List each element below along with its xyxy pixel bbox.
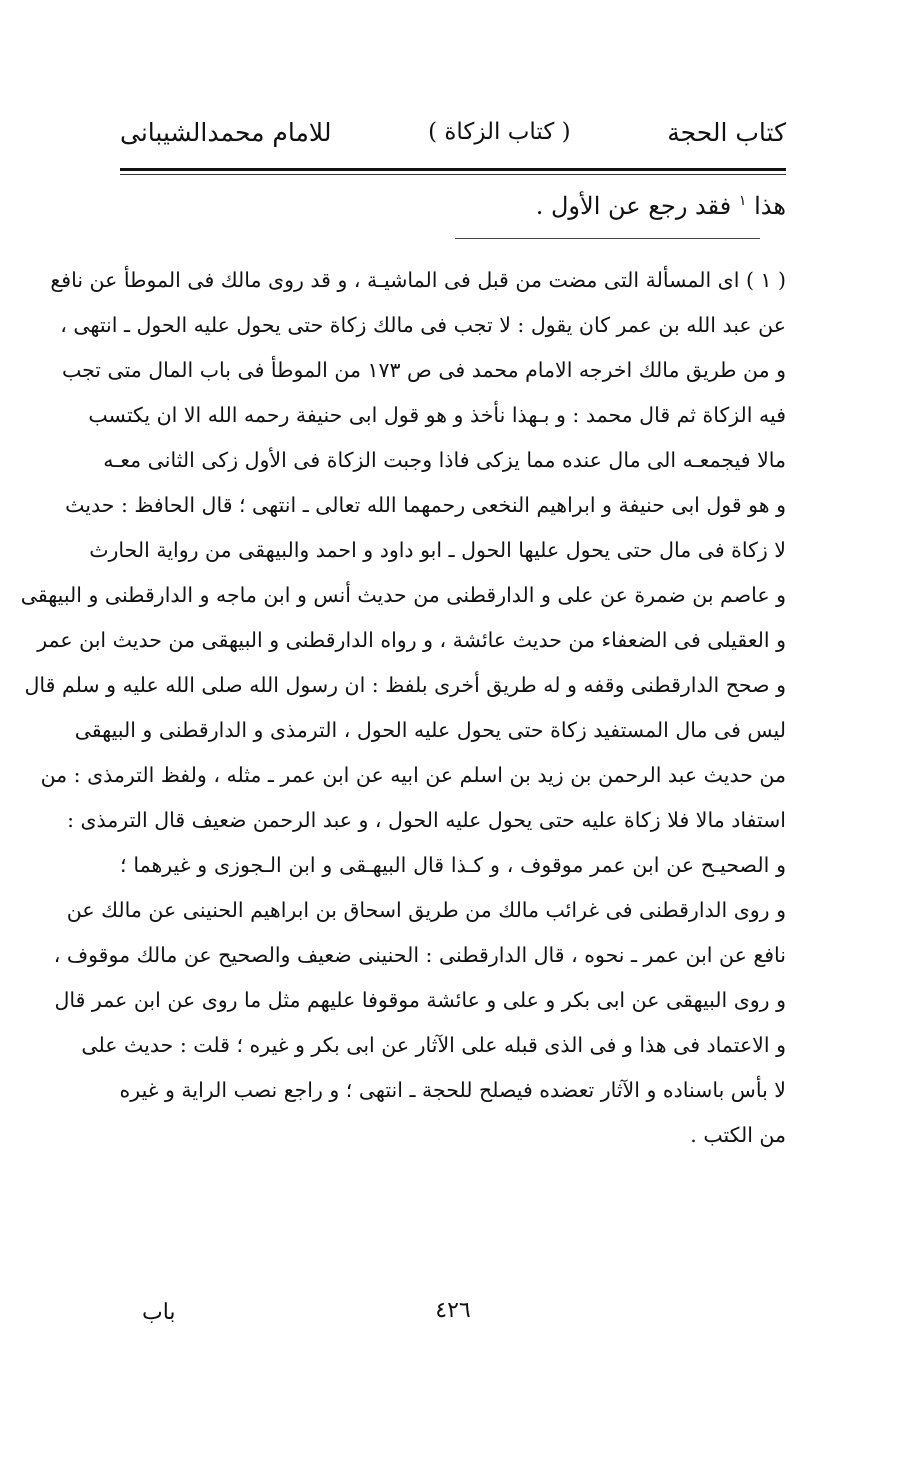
footnote-line: و روى البيهقى عن ابى بكر و على و عائشة موقوفا عليهم مثل ما روى عن ابن عمر قال xyxy=(54,988,786,1012)
footnote-line: استفاد مالا فلا زكاة عليه حتى يحول عليه الحول ، و عبد الرحمن ضعيف قال الترمذى : xyxy=(67,808,786,832)
header-rule xyxy=(120,168,786,171)
main-text-rest: فقد رجع عن الأول . xyxy=(535,192,732,220)
footnote-line: و العقيلى فى الضعفاء من حديث عائشة ، و رواه الدارقطنى و البيهقى من حديث ابن عمر xyxy=(37,628,786,652)
footnote-block xyxy=(20,258,786,1158)
footnote-line-last: من الكتب . xyxy=(690,1123,786,1147)
footnote-line: و عاصم بن ضمرة عن على و الدارقطنى من حديث أنس و ابن ماجه و الدارقطنى و البيهقى xyxy=(20,583,786,607)
footnote-line: فيه الزكاة ثم قال محمد : و بـهذا نأخذ و هو قول ابى حنيفة رحمه الله الا ان يكتسب xyxy=(88,403,786,427)
header-chapter-title: ( كتاب الزكاة ) xyxy=(428,119,571,145)
footnote-line: و روى الدارقطنى فى غرائب مالك من طريق اسحاق بن ابراهيم الحنينى عن مالك عن xyxy=(66,898,786,922)
header-author: للامام محمدالشيبانى xyxy=(120,117,332,147)
footnote-line: عن عبد الله بن عمر كان يقول : لا تجب فى مالك زكاة حتى يحول عليه الحول ـ انتهى ، xyxy=(60,313,786,337)
footnote-line: و الصحيـح عن ابن عمر موقوف ، و كـذا قال البيهـقى و ابن الـجوزى و غيرهما ؛ xyxy=(120,853,786,877)
footnote-line: و صحح الدارقطنى وقفه و له طريق أخرى بلفظ : ان رسول الله صلى الله عليه و سلم قال xyxy=(24,673,786,697)
footnote-line: و من طريق مالك اخرجه الامام محمد فى ص ١٧٣ من الموطأ فى باب المال متى تجب xyxy=(61,358,786,382)
footnote-line: نافع عن ابن عمر ـ نحوه ، قال الدارقطنى : الحنينى ضعيف والصحيح عن مالك موقوف ، xyxy=(53,943,786,967)
footnote-line: و هو قول ابى حنيفة و ابراهيم النخعى رحمهما الله تعالى ـ انتهى ؛ قال الحافظ : حديث xyxy=(65,493,786,517)
header-rule-secondary xyxy=(120,174,786,175)
page-number: ٤٢٦ xyxy=(435,1298,471,1323)
footnote-line: لا زكاة فى مال حتى يحول عليها الحول ـ ابو داود و احمد والبيهقى من رواية الحارث xyxy=(89,538,786,562)
footnote-separator xyxy=(455,238,760,239)
main-text-start: هذا xyxy=(754,192,786,220)
running-header xyxy=(120,108,786,156)
footnote-line: من حديث عبد الرحمن بن زيد بن اسلم عن ابيه عن ابن عمر ـ مثله ، ولفظ الترمذى : من xyxy=(40,763,786,787)
page-footer xyxy=(120,1298,786,1338)
footnote-line: ( ١ ) اى المسألة التى مضت من قبل فى الماشيـة ، و قد روى مالك فى الموطأ عن نافع xyxy=(50,268,786,292)
header-book-title: كتاب الحجة xyxy=(667,117,786,147)
main-text xyxy=(120,178,786,229)
footnote-line: ليس فى مال المستفيد زكاة حتى يحول عليه الحول ، الترمذى و الدارقطنى و البيهقى xyxy=(74,718,786,742)
footnote-reference-mark: ١ xyxy=(738,193,747,209)
footnote-line: و الاعتماد فى هذا و فى الذى قبله على الآثار عن ابى بكر و غيره ؛ قلت : حديث على xyxy=(81,1033,786,1057)
footnote-line: لا بأس باسناده و الآثار تعضده فيصلح للحجة ـ انتهى ؛ و راجع نصب الراية و غيره xyxy=(119,1078,786,1102)
catchword: باب xyxy=(142,1300,176,1325)
footnote-line: مالا فيجمعـه الى مال عنده مما يزكى فاذا وجبت الزكاة فى الأول زكى الثانى معـه xyxy=(103,448,786,472)
